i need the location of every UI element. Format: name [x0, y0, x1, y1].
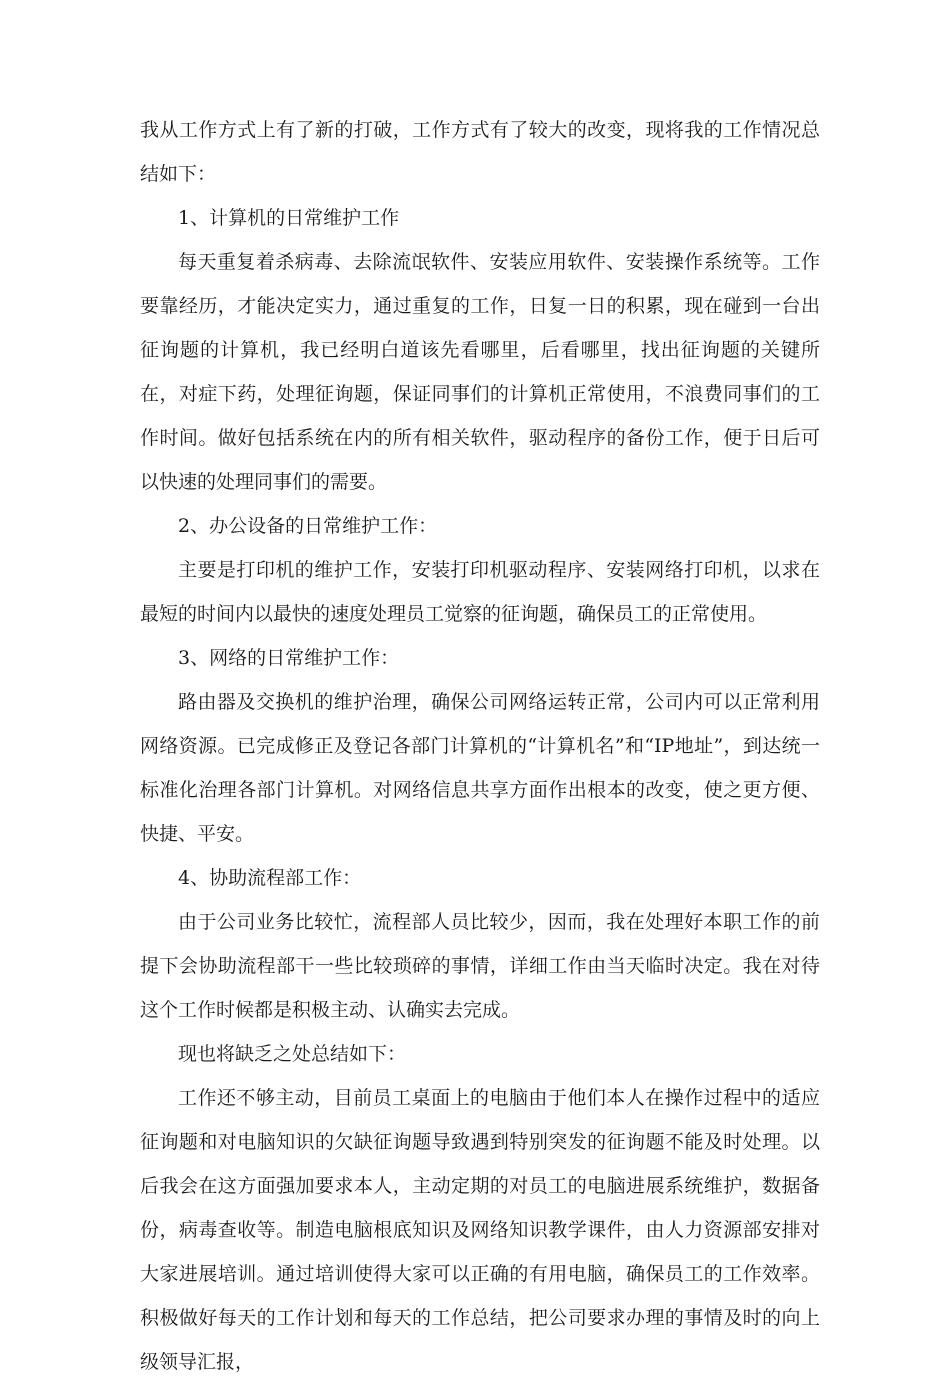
heading-office-equipment: 2、办公设备的日常维护工作： — [178, 515, 438, 537]
heading-computer-maintenance: 1、计算机的日常维护工作 — [178, 207, 400, 229]
document-body — [140, 108, 820, 1384]
paragraph-computer-maintenance: 每天重复着杀病毒、去除流氓软件、安装应用软件、安装操作系统等。工作要靠经历，才能决定实力，通过重复的工作，日复一日的积累，现在碰到一台出征询题的计算机，我已经明白道该先看哪里，后看哪里，找出征询题的关键所在，对症下药，处理征询题，保证同事们的计算机正常使用，不浪费同事们的工作时间。做好包括系统在内的所有相关软件，驱动程序的备份工作，便于日后可以快速的处理同事们的需要。 — [140, 251, 820, 493]
heading-network-maintenance: 3、网络的日常维护工作： — [178, 647, 400, 669]
paragraph-assist-process-dept: 由于公司业务比较忙，流程部人员比较少，因而，我在处理好本职工作的前提下会协助流程部干一些比较琐碎的事情，详细工作由当天临时决定。我在对待这个工作时候都是积极主动、认确实去完成。 — [140, 911, 820, 1021]
paragraph-office-equipment: 主要是打印机的维护工作，安装打印机驱动程序、安装网络打印机，以求在最短的时间内以最快的速度处理员工觉察的征询题，确保员工的正常使用。 — [140, 559, 820, 625]
heading-shortcomings: 现也将缺乏之处总结如下： — [178, 1043, 407, 1065]
paragraph-intro: 我从工作方式上有了新的打破，工作方式有了较大的改变，现将我的工作情况总结如下： — [140, 119, 820, 185]
paragraph-shortcomings: 工作还不够主动，目前员工桌面上的电脑由于他们本人在操作过程中的适应征询题和对电脑知识的欠缺征询题导致遇到特别突发的征询题不能及时处理。以后我会在这方面强加要求本人，主动定期的对员工的电脑进展系统维护，数据备份，病毒查收等。制造电脑根底知识及网络知识教学课件，由人力资源部安排对大家进展培训。通过培训使得大家可以正确的有用电脑，确保员工的工作效率。积极做好每天的工作计划和每天的工作总结，把公司要求办理的事情及时的向上级领导汇报， — [140, 1087, 820, 1373]
paragraph-network-maintenance: 路由器及交换机的维护治理，确保公司网络运转正常，公司内可以正常利用网络资源。已完成修正及登记各部门计算机的“计算机名”和“IP地址”，到达统一标准化治理各部门计算机。对网络信息共享方面作出根本的改变，使之更方便、快捷、平安。 — [140, 691, 820, 845]
heading-assist-process-dept: 4、协助流程部工作： — [178, 867, 362, 889]
